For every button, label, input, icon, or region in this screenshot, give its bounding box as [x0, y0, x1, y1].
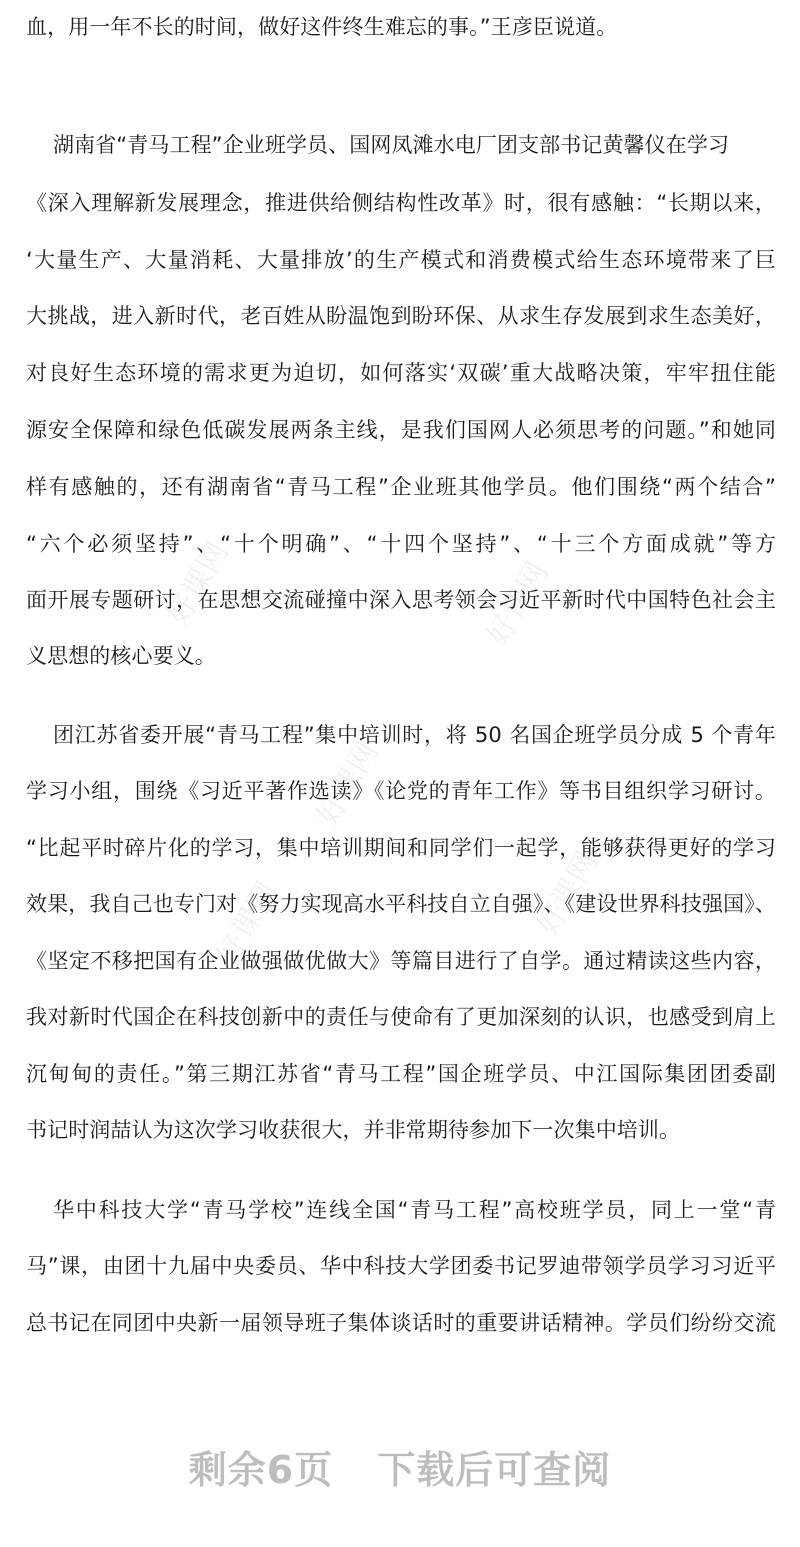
paragraph-3-line-3: “比起平时碎片化的学习，集中培训期间和同学们一起学，能够获得更好的学习: [26, 836, 776, 860]
paragraph-2-line-4: 大挑战，进入新时代，老百姓从盼温饱到盼环保、从求生存发展到求生态美好，: [26, 304, 776, 328]
watermark: 好课网: [160, 536, 236, 632]
paragraph-2-line-8: “六个必须坚持”、“十个明确”、“十四个坚持”、“十三个方面成就”等方: [26, 532, 776, 556]
paragraph-3-line-1: 团江苏省委开展“青马工程”集中培训时，将 50 名国企班学员分成 5 个青年: [53, 723, 776, 747]
paragraph-2-line-2: 《深入理解新发展理念，推进供给侧结构性改革》时，很有感触：“长期以来，: [26, 191, 776, 215]
paragraph-2-line-9: 面开展专题研讨，在思想交流碰撞中深入思考领会习近平新时代中国特色社会主: [26, 588, 776, 612]
paragraph-3-line-2: 学习小组，围绕《习近平著作选读》《论党的青年工作》等书目组织学习研讨。: [26, 779, 776, 803]
paragraph-4-line-3: 总书记在同团中央新一届领导班子集体谈话时的重要讲话精神。学员们纷纷交流: [26, 1311, 776, 1335]
remaining-pages-text: 剩余6页: [188, 1448, 334, 1492]
paragraph-2-line-5: 对良好生态环境的需求更为迫切，如何落实‘双碳’重大战略决策，牢牢扭住能: [26, 361, 776, 385]
paragraph-3-line-5: 《坚定不移把国有企业做强做优做大》等篇目进行了自学。通过精读这些内容，: [26, 949, 776, 973]
paragraph-2-line-6: 源安全保障和绿色低碳发展两条主线，是我们国网人必须思考的问题。”和她同: [26, 418, 776, 442]
paragraph-2-line-3: ‘大量生产、大量消耗、大量排放’的生产模式和消费模式给生态环境带来了巨: [26, 248, 776, 272]
paragraph-3-line-7: 沉甸甸的责任。”第三期江苏省“青马工程”国企班学员、中江国际集团团委副: [26, 1062, 776, 1086]
remaining-pages-banner[interactable]: [0, 1445, 800, 1495]
paragraph-2-line-7: 样有感触的，还有湖南省“青马工程”企业班其他学员。他们围绕“两个结合”: [26, 475, 776, 499]
paragraph-4-line-1: 华中科技大学“青马学校”连线全国“青马工程”高校班学员，同上一堂“青: [53, 1198, 776, 1222]
watermark: 好课网: [480, 556, 556, 652]
paragraph-2-line-1: 湖南省“青马工程”企业班学员、国网凤滩水电厂团支部书记黄馨仪在学习: [53, 133, 730, 157]
paragraph-4-line-2: 马”课，由团十九届中央委员、华中科技大学团委书记罗迪带领学员学习习近平: [26, 1254, 776, 1278]
paragraph-2-line-10: 义思想的核心要义。: [26, 644, 216, 668]
watermark: 好课网: [310, 736, 386, 832]
watermark: 好课网: [210, 876, 286, 972]
paragraph-3-line-6: 我对新时代国企在科技创新中的责任与使命有了更加深刻的认识，也感受到肩上: [26, 1005, 776, 1029]
download-to-view-text: 下载后可查阅: [377, 1448, 612, 1492]
paragraph-1-line-1: 血，用一年不长的时间，做好这件终生难忘的事。”王彦臣说道。: [26, 15, 618, 39]
watermark: 好课网: [530, 846, 606, 942]
paragraph-3-line-8: 书记时润喆认为这次学习收获很大，并非常期待参加下一次集中培训。: [26, 1118, 681, 1142]
paragraph-3-line-4: 效果，我自己也专门对《努力实现高水平科技自立自强》、《建设世界科技强国》、: [26, 892, 776, 916]
